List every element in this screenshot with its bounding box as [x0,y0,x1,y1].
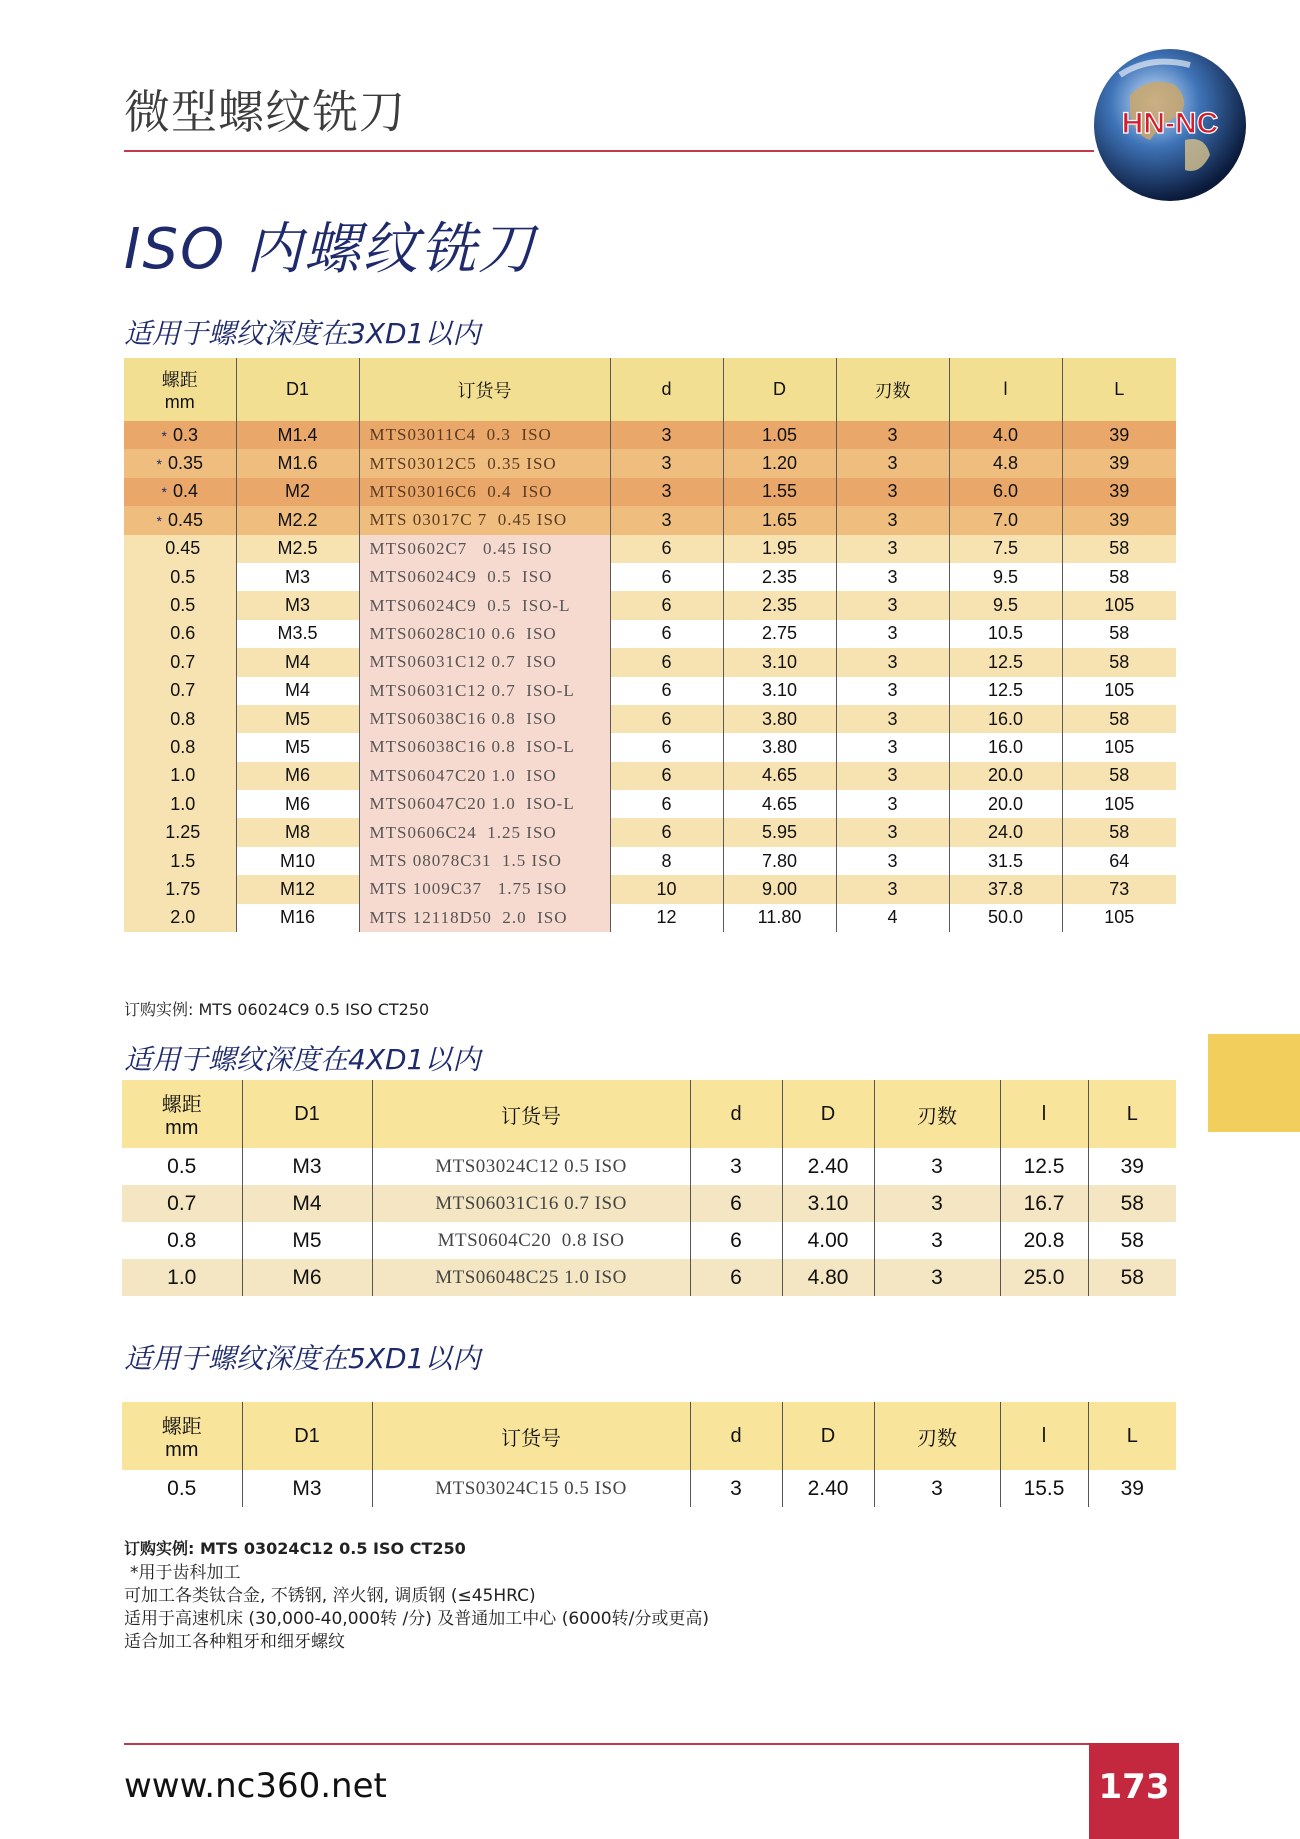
cell-z: 3 [874,1148,1000,1185]
cell-D: 4.65 [723,790,836,818]
pitch-value: 0.8 [170,708,196,729]
cell-D: 2.35 [723,563,836,591]
cell-p: 0.5 [122,1148,242,1185]
cell-code: MTS06028C10 0.6 ISO [359,620,610,648]
cell-D: 1.05 [723,421,836,449]
cell-D: 4.00 [782,1222,874,1259]
col-D: D [782,1080,874,1148]
cell-d: 6 [610,563,723,591]
cell-l: 4.0 [949,421,1062,449]
cell-d1: M4 [236,648,359,676]
cell-d1: M8 [236,818,359,846]
cell-d1: M3.5 [236,620,359,648]
cell-l: 4.8 [949,449,1062,477]
cell-z: 3 [836,506,949,534]
col-flutes: 刃数 [836,358,949,421]
cell-p [124,421,236,449]
cell-D: 11.80 [723,904,836,932]
cell-code: MTS06038C16 0.8 ISO [359,705,610,733]
col-D: D [723,358,836,421]
cell-D: 1.65 [723,506,836,534]
logo-text: HN-NC [1121,107,1219,140]
cell-l: 12.5 [949,677,1062,705]
page-number: 173 [1089,1743,1179,1839]
cell-code: MTS06047C20 1.0 ISO [359,762,610,790]
col-l: l [949,358,1062,421]
cell-l: 20.0 [949,762,1062,790]
cell-l: 20.0 [949,790,1062,818]
cell-l: 37.8 [949,875,1062,903]
cell-p: 0.5 [122,1470,242,1507]
cell-d1: M1.6 [236,449,359,477]
cell-L: 58 [1088,1259,1176,1296]
cell-p: 0.8 [122,1222,242,1259]
pitch-value: 0.8 [170,736,196,757]
pitch-value: 0.3 [172,424,198,445]
cell-p [124,677,236,705]
col-D: D [782,1402,874,1470]
cell-p [124,818,236,846]
cell-p [124,762,236,790]
cell-code: MTS06031C12 0.7 ISO-L [359,677,610,705]
table-row [122,1185,1176,1222]
pitch-value: 1.75 [165,878,201,899]
cell-z: 3 [836,620,949,648]
table-row [124,449,1176,477]
cell-p [124,591,236,619]
cell-d1: M6 [242,1259,372,1296]
cell-D: 3.80 [723,733,836,761]
cell-p: 1.0 [122,1259,242,1296]
cell-d: 6 [610,762,723,790]
cell-code: MTS06024C9 0.5 ISO-L [359,591,610,619]
cell-code: MTS03024C12 0.5 ISO [372,1148,690,1185]
cell-d1: M5 [242,1222,372,1259]
cell-code: MTS0606C24 1.25 ISO [359,818,610,846]
cell-L: 105 [1062,733,1176,761]
cell-d1: M6 [236,762,359,790]
table-row [124,506,1176,534]
cell-p [124,705,236,733]
table-row [124,421,1176,449]
cell-z: 3 [836,535,949,563]
cell-code: MTS 1009C37 1.75 ISO [359,875,610,903]
cell-d: 12 [610,904,723,932]
cell-code: MTS03012C5 0.35 ISO [359,449,610,477]
cell-code: MTS06038C16 0.8 ISO-L [359,733,610,761]
cell-d: 6 [610,535,723,563]
pitch-value: 1.5 [170,850,196,871]
cell-d1: M3 [242,1148,372,1185]
cell-d: 3 [610,478,723,506]
cell-D: 2.40 [782,1148,874,1185]
cell-d1: M4 [236,677,359,705]
table-row [124,904,1176,932]
cell-d: 6 [690,1185,782,1222]
pitch-value: 0.5 [170,566,196,587]
footer-url: www.nc360.net [124,1766,387,1806]
cell-d: 6 [690,1222,782,1259]
section-side-tab [1208,1034,1300,1132]
cell-L: 105 [1062,790,1176,818]
cell-l: 50.0 [949,904,1062,932]
cell-L: 58 [1062,705,1176,733]
cell-D: 4.80 [782,1259,874,1296]
table-row [124,648,1176,676]
cell-z: 4 [836,904,949,932]
table-row [124,790,1176,818]
cell-p [124,563,236,591]
col-L: L [1062,358,1176,421]
cell-p [124,535,236,563]
cell-D: 3.10 [782,1185,874,1222]
cell-d: 8 [610,847,723,875]
cell-D: 1.95 [723,535,836,563]
cell-z: 3 [836,677,949,705]
cell-z: 3 [836,648,949,676]
table-row [124,875,1176,903]
product-heading: ISO 内螺纹铣刀 [124,217,536,282]
cell-d: 6 [610,677,723,705]
cell-L: 39 [1062,421,1176,449]
table-row [124,478,1176,506]
cell-d1: M5 [236,733,359,761]
cell-p [124,506,236,534]
section-title-5xd1: 适用于螺纹深度在5XD1以内 [124,1342,481,1375]
cell-D: 3.10 [723,677,836,705]
col-flutes: 刃数 [874,1080,1000,1148]
cell-d1: M3 [236,563,359,591]
dental-star-icon: * [156,512,162,529]
col-d1: D1 [242,1080,372,1148]
col-l: l [1000,1080,1088,1148]
cell-l: 16.0 [949,705,1062,733]
cell-L: 39 [1062,506,1176,534]
cell-d: 6 [610,620,723,648]
cell-l: 25.0 [1000,1259,1088,1296]
globe-logo-icon [1090,45,1250,205]
col-d: d [690,1080,782,1148]
table-5xd1 [122,1402,1176,1507]
pitch-value: 1.25 [165,822,201,843]
cell-code: MTS06031C16 0.7 ISO [372,1185,690,1222]
cell-d: 3 [610,506,723,534]
cell-d: 3 [690,1148,782,1185]
cell-L: 105 [1062,591,1176,619]
cell-L: 39 [1088,1148,1176,1185]
cell-z: 3 [836,421,949,449]
dental-star-icon: * [156,456,162,473]
pitch-value: 0.5 [170,595,196,616]
cell-z: 3 [836,449,949,477]
col-L: L [1088,1080,1176,1148]
cell-z: 3 [836,790,949,818]
cell-d: 3 [610,449,723,477]
cell-D: 1.20 [723,449,836,477]
note-line: *用于齿科加工 [130,1563,241,1583]
cell-L: 105 [1062,904,1176,932]
cell-L: 64 [1062,847,1176,875]
pitch-value: 0.7 [170,680,196,701]
cell-p [124,875,236,903]
cell-d: 6 [610,790,723,818]
cell-code: MTS 12118D50 2.0 ISO [359,904,610,932]
cell-l: 16.7 [1000,1185,1088,1222]
cell-p [124,847,236,875]
cell-code: MTS06047C20 1.0 ISO-L [359,790,610,818]
cell-l: 16.0 [949,733,1062,761]
col-pitch: 螺距 mm [122,1080,242,1148]
cell-d: 3 [610,421,723,449]
cell-D: 2.35 [723,591,836,619]
cell-z: 3 [874,1222,1000,1259]
cell-code: MTS03024C15 0.5 ISO [372,1470,690,1507]
cell-d: 6 [690,1259,782,1296]
cell-code: MTS03011C4 0.3 ISO [359,421,610,449]
cell-d: 3 [690,1470,782,1507]
table-4xd1 [122,1080,1176,1296]
cell-l: 12.5 [1000,1148,1088,1185]
cell-L: 58 [1088,1222,1176,1259]
cell-code: MTS 03017C 7 0.45 ISO [359,506,610,534]
cell-l: 7.5 [949,535,1062,563]
cell-z: 3 [836,591,949,619]
cell-d1: M4 [242,1185,372,1222]
table-row [122,1470,1176,1507]
cell-z: 3 [836,563,949,591]
col-d: d [690,1402,782,1470]
cell-L: 58 [1062,762,1176,790]
cell-d: 6 [610,733,723,761]
cell-d: 6 [610,648,723,676]
cell-l: 15.5 [1000,1470,1088,1507]
table-header [124,358,1176,421]
col-pitch: 螺距 mm [122,1402,242,1470]
cell-code: MTS06024C9 0.5 ISO [359,563,610,591]
col-pitch: 螺距 mm [124,358,236,421]
cell-l: 6.0 [949,478,1062,506]
order-example-1: 订购实例: MTS 06024C9 0.5 ISO CT250 [124,1000,430,1019]
cell-D: 1.55 [723,478,836,506]
cell-code: MTS06048C25 1.0 ISO [372,1259,690,1296]
table-row [124,733,1176,761]
cell-l: 9.5 [949,563,1062,591]
cell-L: 58 [1062,648,1176,676]
cell-l: 10.5 [949,620,1062,648]
cell-z: 3 [836,705,949,733]
pitch-value: 0.45 [165,538,201,559]
notes [124,1562,709,1654]
cell-L: 58 [1062,818,1176,846]
cell-z: 3 [874,1259,1000,1296]
cell-d1: M2.2 [236,506,359,534]
col-L: L [1088,1402,1176,1470]
page-title: 微型螺纹铣刀 [124,85,406,139]
cell-D: 2.40 [782,1470,874,1507]
table-row [122,1222,1176,1259]
cell-D: 5.95 [723,818,836,846]
table-row [122,1148,1176,1185]
cell-p [124,790,236,818]
table-row [124,705,1176,733]
pitch-value: 1.0 [170,765,196,786]
cell-d1: M6 [236,790,359,818]
cell-z: 3 [874,1185,1000,1222]
cell-l: 12.5 [949,648,1062,676]
pitch-value: 0.6 [170,623,196,644]
col-order-code: 订货号 [372,1402,690,1470]
cell-d1: M3 [242,1470,372,1507]
note-line: 适合加工各种粗牙和细牙螺纹 [124,1632,345,1652]
order-example-2: 订购实例: MTS 03024C12 0.5 ISO CT250 [124,1539,466,1558]
cell-z: 3 [836,818,949,846]
cell-D: 2.75 [723,620,836,648]
cell-z: 3 [874,1470,1000,1507]
table-row [124,818,1176,846]
col-d1: D1 [236,358,359,421]
col-flutes: 刃数 [874,1402,1000,1470]
table-row [124,535,1176,563]
table-row [124,591,1176,619]
cell-z: 3 [836,847,949,875]
title-divider [124,150,1094,152]
col-d: d [610,358,723,421]
cell-d1: M1.4 [236,421,359,449]
table-row [124,847,1176,875]
cell-d1: M2 [236,478,359,506]
table-row [122,1259,1176,1296]
section-title-3xd1: 适用于螺纹深度在3XD1以内 [124,317,481,350]
cell-L: 105 [1062,677,1176,705]
table-row [124,563,1176,591]
cell-L: 58 [1062,620,1176,648]
cell-L: 58 [1088,1185,1176,1222]
table-3xd1 [124,358,1176,932]
cell-l: 31.5 [949,847,1062,875]
dental-star-icon: * [161,484,167,501]
table-row [124,762,1176,790]
cell-l: 7.0 [949,506,1062,534]
cell-p [124,620,236,648]
pitch-value: 0.4 [172,481,198,502]
cell-L: 39 [1062,478,1176,506]
pitch-value: 0.35 [167,453,203,474]
pitch-value: 1.0 [170,793,196,814]
table-header [122,1080,1176,1148]
cell-code: MTS03016C6 0.4 ISO [359,478,610,506]
pitch-value: 2.0 [170,907,196,928]
cell-L: 39 [1088,1470,1176,1507]
footer-divider [124,1743,1089,1745]
table-row [124,620,1176,648]
cell-code: MTS06031C12 0.7 ISO [359,648,610,676]
cell-D: 9.00 [723,875,836,903]
table-header [122,1402,1176,1470]
cell-l: 24.0 [949,818,1062,846]
cell-d: 6 [610,591,723,619]
cell-z: 3 [836,478,949,506]
note-line: 可加工各类钛合金, 不锈钢, 淬火钢, 调质钢 (≤45HRC) [124,1586,536,1606]
note-line: 适用于高速机床 (30,000-40,000转 /分) 及普通加工中心 (6000转/分或更高) [124,1609,709,1629]
cell-z: 3 [836,875,949,903]
cell-p [124,478,236,506]
cell-l: 9.5 [949,591,1062,619]
cell-code: MTS0604C20 0.8 ISO [372,1222,690,1259]
cell-p: 0.7 [122,1185,242,1222]
section-title-4xd1: 适用于螺纹深度在4XD1以内 [124,1043,481,1076]
cell-z: 3 [836,762,949,790]
cell-d1: M5 [236,705,359,733]
col-order-code: 订货号 [372,1080,690,1148]
cell-l: 20.8 [1000,1222,1088,1259]
cell-D: 4.65 [723,762,836,790]
pitch-value: 0.7 [170,651,196,672]
cell-d1: M2.5 [236,535,359,563]
cell-p [124,904,236,932]
cell-p [124,733,236,761]
cell-D: 3.80 [723,705,836,733]
cell-code: MTS 08078C31 1.5 ISO [359,847,610,875]
cell-d1: M10 [236,847,359,875]
cell-d: 10 [610,875,723,903]
cell-d: 6 [610,705,723,733]
table-row [124,677,1176,705]
cell-p [124,648,236,676]
cell-L: 39 [1062,449,1176,477]
cell-D: 3.10 [723,648,836,676]
cell-d1: M3 [236,591,359,619]
cell-L: 73 [1062,875,1176,903]
cell-d1: M16 [236,904,359,932]
cell-p [124,449,236,477]
cell-L: 58 [1062,563,1176,591]
cell-L: 58 [1062,535,1176,563]
pitch-value: 0.45 [167,509,203,530]
col-d1: D1 [242,1402,372,1470]
col-order-code: 订货号 [359,358,610,421]
cell-D: 7.80 [723,847,836,875]
cell-d1: M12 [236,875,359,903]
cell-d: 6 [610,818,723,846]
cell-code: MTS0602C7 0.45 ISO [359,535,610,563]
cell-z: 3 [836,733,949,761]
dental-star-icon: * [161,427,167,444]
col-l: l [1000,1402,1088,1470]
